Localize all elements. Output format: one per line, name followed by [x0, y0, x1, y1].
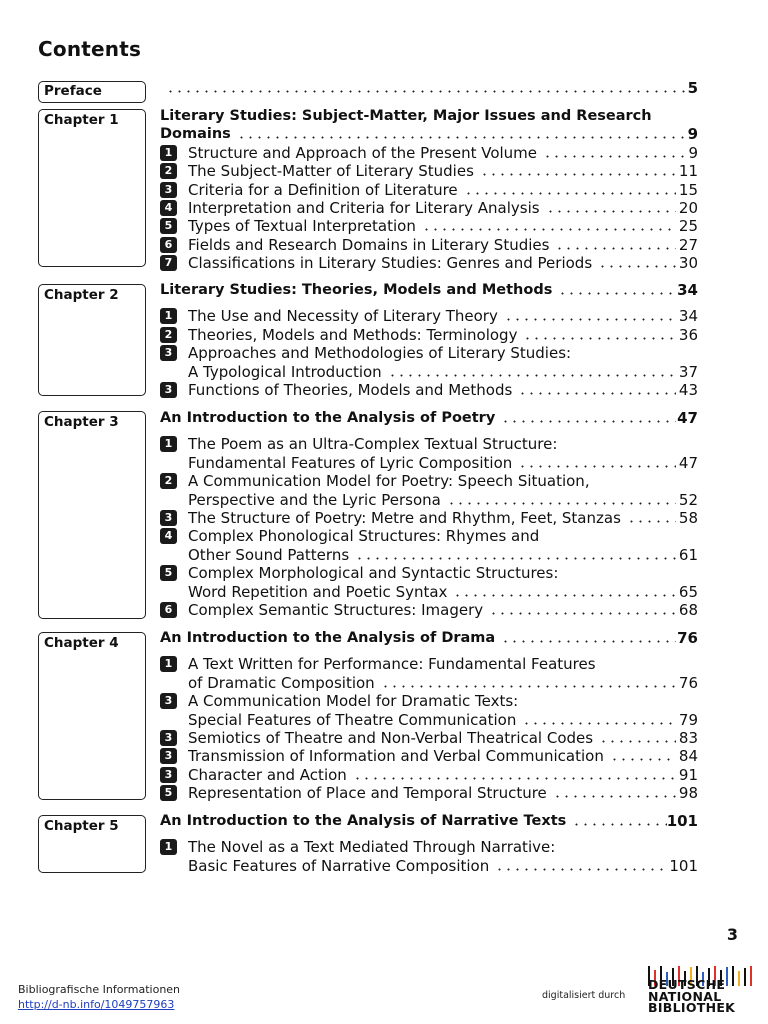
toc-entry-text: Other Sound Patterns — [188, 545, 350, 564]
toc-entry-text: A Text Written for Performance: Fundamental Features — [188, 655, 596, 674]
toc-entry[interactable] — [0, 601, 768, 619]
dot-leader — [553, 795, 676, 798]
section-number-icon: 5 — [160, 218, 177, 234]
dot-leader — [501, 640, 676, 643]
section-number-icon: 1 — [160, 656, 177, 672]
dot-leader — [464, 192, 676, 195]
dot-leader — [447, 502, 676, 505]
preface-entry[interactable] — [0, 79, 768, 97]
toc-entry-text: The Structure of Poetry: Metre and Rhythm, Feet, Stanzas — [188, 509, 621, 527]
dot-leader — [422, 228, 676, 231]
toc-entry-page: 68 — [678, 601, 698, 619]
toc-entry[interactable] — [0, 747, 768, 765]
toc-entry[interactable] — [0, 254, 768, 272]
chapter-title-line[interactable] — [0, 629, 768, 647]
chapter-title-line-text: An Introduction to the Analysis of Drama — [160, 630, 496, 646]
toc-entry-text: Transmission of Information and Verbal Communication — [188, 747, 604, 766]
toc-entry-page: 91 — [678, 765, 698, 784]
toc-entry-text: Approaches and Methodologies of Literary Studies: — [188, 344, 572, 363]
chapter-title-line[interactable] — [0, 281, 768, 299]
dot-leader — [480, 173, 676, 176]
toc-entry-page: 79 — [678, 710, 698, 729]
dot-leader — [572, 823, 667, 826]
dot-leader — [495, 868, 667, 871]
toc-entry-page: 36 — [678, 325, 698, 344]
toc-entry[interactable] — [0, 217, 768, 235]
section-number-icon: 3 — [160, 693, 177, 709]
section-number-icon: 3 — [160, 730, 177, 746]
section-number-icon: 3 — [160, 382, 177, 398]
toc-entry-text: Semiotics of Theatre and Non-Verbal Theatrical Codes — [188, 729, 594, 747]
dot-leader — [523, 337, 676, 340]
toc-entry-text: Interpretation and Criteria for Literary Analysis — [188, 199, 540, 217]
toc-entry[interactable] — [0, 546, 768, 564]
toc-entry[interactable] — [0, 692, 768, 710]
toc-entry[interactable] — [0, 307, 768, 325]
toc-entry-text: Functions of Theories, Models and Methods — [188, 381, 513, 399]
preface-entry-page: 5 — [687, 79, 698, 97]
toc-entry-text: The Use and Necessity of Literary Theory — [188, 307, 498, 326]
chapter-label: Chapter 5 — [44, 818, 119, 834]
toc-entry-text: The Novel as a Text Mediated Through Narrative: — [188, 838, 556, 857]
toc-entry-text: Word Repetition and Poetic Syntax — [188, 582, 448, 601]
toc-entry-text: Structure and Approach of the Present Volume — [188, 143, 538, 162]
section-number-icon: 3 — [160, 748, 177, 764]
chapter-title-line-text: Literary Studies: Theories, Models and Methods — [160, 282, 553, 298]
toc-entry-page: 34 — [678, 307, 698, 326]
dot-leader — [237, 136, 685, 139]
toc-entry-page: 65 — [678, 582, 698, 601]
chapter-title-line-page: 47 — [677, 409, 698, 427]
toc-entry-text: Criteria for a Definition of Literature — [188, 180, 458, 199]
dot-leader — [453, 594, 676, 597]
toc-entry-page: 52 — [678, 490, 698, 509]
dnb-line-2: NATIONAL — [648, 988, 722, 1004]
toc-entry-text: Basic Features of Narrative Composition — [188, 856, 490, 875]
toc-entry[interactable] — [0, 472, 768, 490]
toc-entry[interactable] — [0, 729, 768, 747]
section-number-icon: 1 — [160, 308, 177, 324]
section-number-icon: 1 — [160, 436, 177, 452]
toc-entry[interactable] — [0, 838, 768, 856]
toc-entry-text: A Typological Introduction — [188, 362, 382, 381]
toc-entry-text: Fields and Research Domains in Literary Studies — [188, 235, 550, 254]
toc-entry[interactable] — [0, 711, 768, 729]
toc-entry[interactable] — [0, 564, 768, 582]
dot-leader — [598, 265, 676, 268]
section-number-icon: 3 — [160, 345, 177, 361]
dot-leader — [501, 420, 676, 423]
toc-entry-page: 30 — [678, 254, 698, 273]
toc-entry-text: The Subject-Matter of Literary Studies — [188, 162, 474, 181]
chapter-title-line[interactable] — [0, 107, 768, 125]
toc-entry-text: Special Features of Theatre Communication — [188, 710, 517, 729]
section-number-icon: 5 — [160, 565, 177, 581]
chapter-title-line-page: 34 — [677, 281, 698, 299]
toc-entry[interactable] — [0, 326, 768, 344]
section-number-icon: 7 — [160, 255, 177, 271]
dot-leader — [388, 374, 676, 377]
toc-entry[interactable] — [0, 655, 768, 673]
chapter-title-line[interactable] — [0, 409, 768, 427]
dot-leader — [546, 210, 676, 213]
toc-entry-text: A Communication Model for Poetry: Speech Situation, — [188, 472, 590, 491]
toc-entry-text: Complex Morphological and Syntactic Structures: — [188, 564, 559, 583]
toc-entry-page: 76 — [678, 673, 698, 692]
toc-entry-page: 20 — [678, 199, 698, 217]
toc-entry[interactable] — [0, 144, 768, 162]
dnb-line-3: BIBLIOTHEK — [648, 1000, 736, 1015]
dot-leader — [166, 90, 685, 93]
toc-entry-page: 47 — [678, 453, 698, 472]
toc-entry-page: 43 — [678, 381, 698, 399]
contents-heading: Contents — [38, 37, 142, 61]
chapter-title-line-page: 76 — [677, 629, 698, 647]
toc-entry-text: Fundamental Features of Lyric Composition — [188, 453, 513, 472]
chapter-title-line-text: An Introduction to the Analysis of Narrative Texts — [160, 813, 567, 829]
section-number-icon: 2 — [160, 163, 177, 179]
bibliographic-info-label: Bibliografische Informationen — [18, 983, 181, 996]
section-number-icon: 6 — [160, 602, 177, 618]
toc-entry-page: 101 — [669, 856, 698, 875]
chapter-title-line-page: 101 — [666, 812, 698, 830]
toc-entry[interactable] — [0, 363, 768, 381]
dot-leader — [504, 318, 676, 321]
bibliographic-info — [18, 982, 180, 1012]
toc-entry-text: Representation of Place and Temporal Structure — [188, 784, 547, 803]
dot-leader — [489, 612, 676, 615]
toc-entry[interactable] — [0, 583, 768, 601]
bibliographic-info-link[interactable]: http://d-nb.info/1049757963 — [18, 998, 175, 1011]
toc-entry-text: Character and Action — [188, 765, 347, 784]
toc-entry-page: 37 — [678, 362, 698, 381]
toc-entry-text: Theories, Models and Methods: Terminology — [188, 325, 518, 344]
digitized-by-label: digitalisiert durch — [542, 990, 626, 1001]
section-number-icon: 3 — [160, 510, 177, 526]
dnb-logo-text — [648, 979, 735, 1014]
toc-entry-page: 15 — [678, 180, 698, 199]
toc-entry[interactable] — [0, 784, 768, 802]
toc-entry-text: A Communication Model for Dramatic Texts: — [188, 692, 519, 711]
toc-entry-page: 9 — [688, 143, 698, 162]
dot-leader — [518, 392, 676, 395]
toc-entry-text: The Poem as an Ultra-Complex Textual Structure: — [188, 435, 558, 454]
chapter-title-line[interactable] — [0, 812, 768, 830]
dot-leader — [353, 777, 676, 780]
section-number-icon: 1 — [160, 145, 177, 161]
dot-leader — [355, 557, 676, 560]
toc-entry[interactable] — [0, 181, 768, 199]
toc-entry[interactable] — [0, 344, 768, 362]
toc-entry-page: 83 — [678, 729, 698, 747]
dnb-line-1: DEUTSCHE — [648, 977, 726, 992]
chapter-title-line-text: Literary Studies: Subject-Matter, Major Issues and Research — [160, 108, 652, 124]
toc-entry[interactable] — [0, 236, 768, 254]
dot-leader — [599, 740, 676, 743]
toc-entry-text: Perspective and the Lyric Persona — [188, 490, 441, 509]
dot-leader — [518, 465, 676, 468]
preface-label: Preface — [44, 83, 102, 99]
section-number-icon: 4 — [160, 200, 177, 216]
toc-entry[interactable] — [0, 162, 768, 180]
toc-entry-text: Complex Semantic Structures: Imagery — [188, 601, 484, 619]
dot-leader — [381, 685, 676, 688]
chapter-label: Chapter 2 — [44, 287, 119, 303]
section-number-icon: 2 — [160, 327, 177, 343]
toc-entry-page: 11 — [678, 162, 698, 181]
page-number: 3 — [726, 925, 738, 944]
toc-entry-page: 84 — [678, 747, 698, 766]
section-number-icon: 3 — [160, 767, 177, 783]
toc-entry-text: Types of Textual Interpretation — [188, 217, 416, 236]
toc-entry[interactable] — [0, 766, 768, 784]
toc-entry-text: Classifications in Literary Studies: Genres and Periods — [188, 254, 593, 273]
dnb-logo — [646, 966, 768, 1024]
toc-entry[interactable] — [0, 491, 768, 509]
toc-entry[interactable] — [0, 199, 768, 217]
section-number-icon: 6 — [160, 237, 177, 253]
toc-entry[interactable] — [0, 674, 768, 692]
chapter-label: Chapter 1 — [44, 112, 119, 128]
section-number-icon: 1 — [160, 839, 177, 855]
toc-entry-page: 98 — [678, 784, 698, 803]
chapter-title-line[interactable] — [0, 125, 768, 143]
toc-entry-page: 25 — [678, 217, 698, 236]
dot-leader — [558, 292, 676, 295]
toc-entry-page: 61 — [678, 545, 698, 564]
toc-entry-text: Complex Phonological Structures: Rhymes and — [188, 527, 540, 546]
toc-entry[interactable] — [0, 381, 768, 399]
chapter-title-line-text: Domains — [160, 126, 231, 143]
toc-entry[interactable] — [0, 509, 768, 527]
toc-entry[interactable] — [0, 857, 768, 875]
chapter-title-line-page: 9 — [687, 125, 698, 144]
toc-entry-page: 27 — [678, 235, 698, 254]
dot-leader — [543, 155, 685, 158]
toc-entry[interactable] — [0, 435, 768, 453]
toc-entry[interactable] — [0, 454, 768, 472]
section-number-icon: 4 — [160, 528, 177, 544]
dot-leader — [555, 247, 676, 250]
section-number-icon: 3 — [160, 182, 177, 198]
section-number-icon: 5 — [160, 785, 177, 801]
dot-leader — [522, 722, 676, 725]
toc-entry-text: of Dramatic Composition — [188, 673, 375, 692]
toc-entry-page: 58 — [678, 509, 698, 527]
chapter-label: Chapter 4 — [44, 635, 119, 651]
toc-entry[interactable] — [0, 527, 768, 545]
chapter-label: Chapter 3 — [44, 414, 119, 430]
section-number-icon: 2 — [160, 473, 177, 489]
chapter-title-line-text: An Introduction to the Analysis of Poetry — [160, 410, 496, 426]
